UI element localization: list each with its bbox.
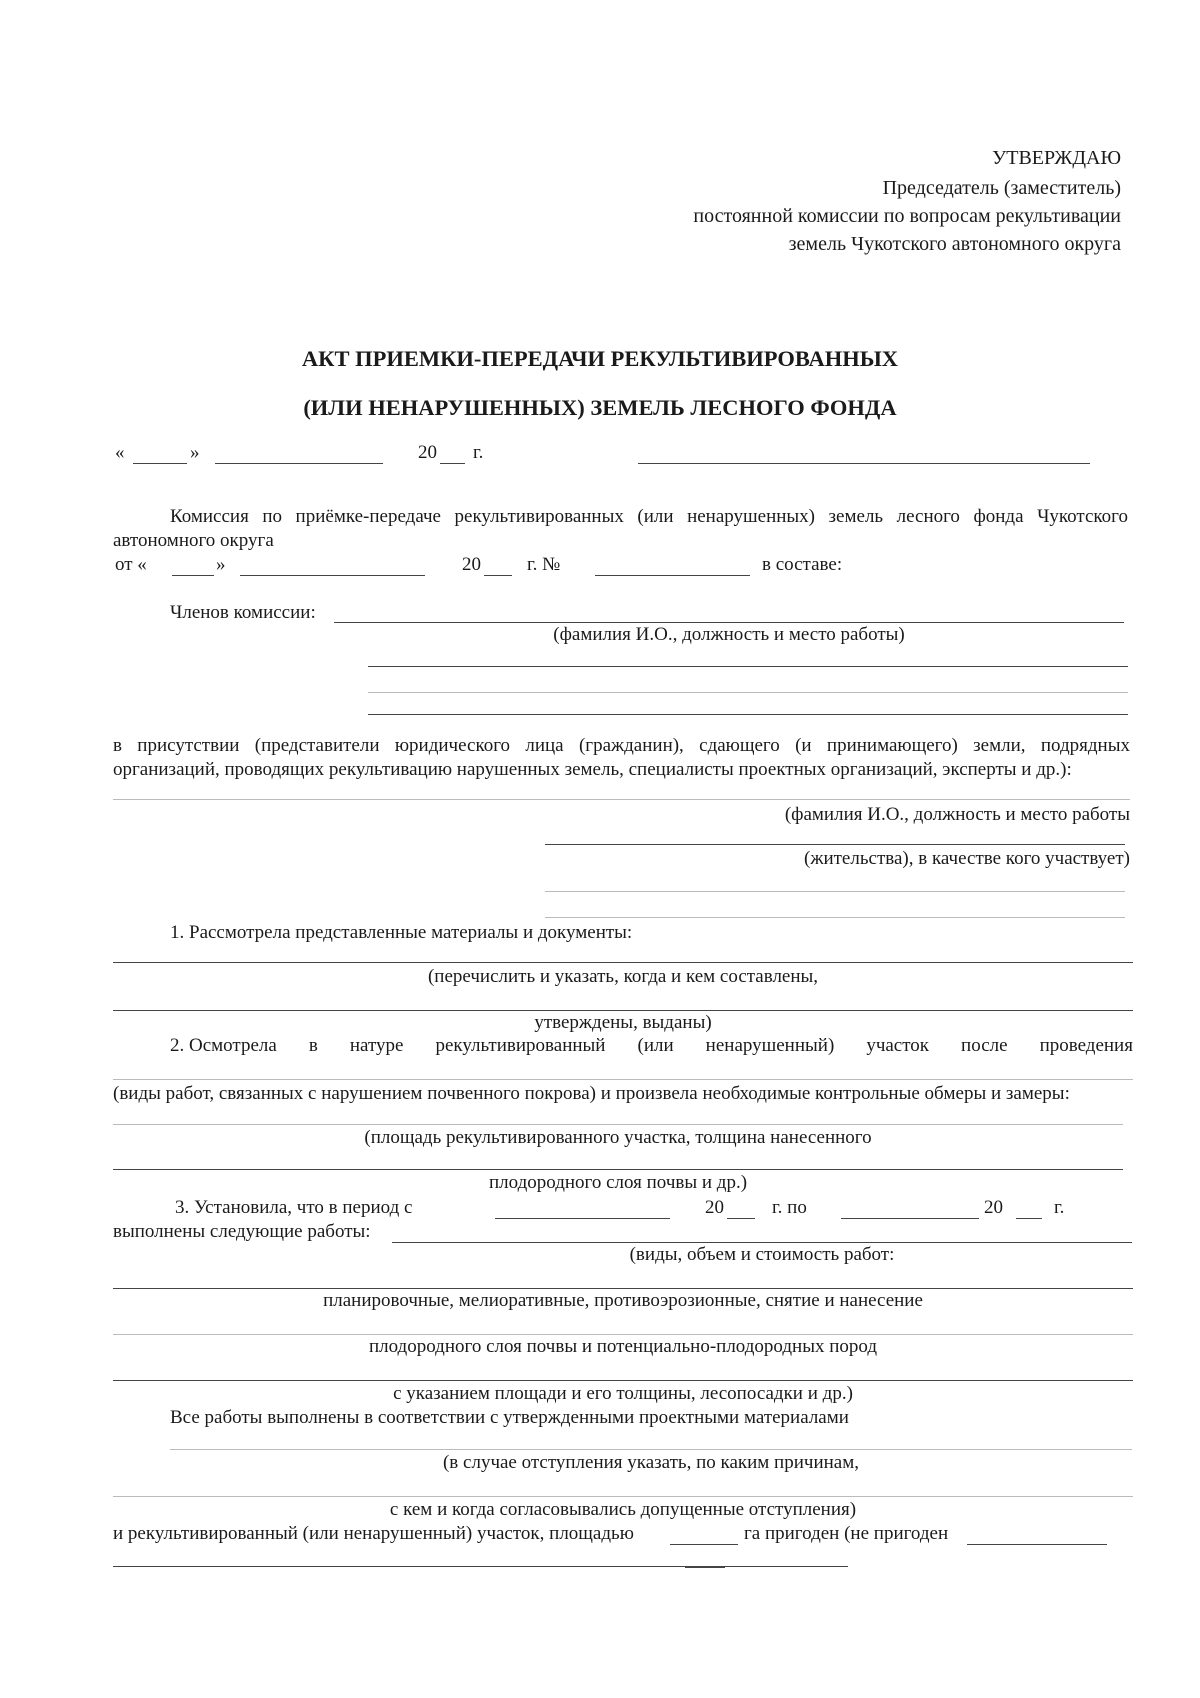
section3-hint-6: с кем и когда согласовывались допущенные отступления) [389, 1499, 857, 1520]
section2-hint-1: (площадь рекультивированного участка, толщина нанесенного [364, 1127, 872, 1148]
date-day-blank[interactable] [133, 463, 187, 464]
commission-composition: в составе: [762, 554, 843, 575]
commission-number-label: г. № [527, 554, 561, 575]
members-blank-2[interactable] [368, 666, 1128, 667]
section1-blank-2[interactable] [113, 1010, 1133, 1011]
section2-line2: (виды работ, связанных с нарушением почвенного покрова) и произвела необходимые контрольные обмеры и замеры: [113, 1083, 1070, 1104]
section2-word: ненарушенный) [705, 1035, 835, 1056]
date-year-suffix: г. [473, 442, 484, 463]
section3-year2-suffix: г. [1054, 1197, 1065, 1218]
document-title-line1: АКТ ПРИЕМКИ-ПЕРЕДАЧИ РЕКУЛЬТИВИРОВАННЫХ [301, 346, 899, 371]
section3-final-prefix: и рекультивированный (или ненарушенный) участок, площадью [113, 1523, 634, 1544]
section3-works-blank[interactable] [392, 1242, 1132, 1243]
section1-blank-1[interactable] [113, 962, 1133, 963]
commission-year-prefix: 20 [462, 554, 481, 575]
section2-word: 2. Осмотрела [170, 1035, 277, 1056]
section3-deviation-blank[interactable] [113, 1496, 1133, 1497]
presence-line2: организаций, проводящих рекультивацию нарушенных земель, специалисты проектных организаций, эксперты и др.): [113, 759, 1072, 780]
presence-blank-2[interactable] [545, 844, 1125, 845]
commission-number-blank[interactable] [595, 575, 750, 576]
section3-year2-prefix: 20 [984, 1197, 1003, 1218]
members-blank-4[interactable] [368, 714, 1128, 715]
presence-blank-1[interactable] [113, 799, 1130, 800]
section1-hint-2: утверждены, выданы) [534, 1012, 712, 1033]
section3-hint-5: (в случае отступления указать, по каким причинам, [442, 1452, 859, 1473]
section2-line1 [170, 1035, 1133, 1057]
date-year-prefix: 20 [418, 442, 437, 463]
section3-hint-3: плодородного слоя почвы и потенциально-плодородных пород [368, 1336, 878, 1357]
section2-blank-3[interactable] [113, 1169, 1123, 1170]
section1-hint-1: (перечислить и указать, когда и кем составлены, [427, 966, 819, 987]
presence-blank-4[interactable] [545, 917, 1125, 918]
section3-from-blank[interactable] [495, 1218, 670, 1219]
section3-final-blank-short[interactable] [685, 1567, 725, 1568]
section3-year2-blank[interactable] [1016, 1218, 1042, 1219]
members-label: Членов комиссии: [170, 602, 316, 623]
section2-word: (или [637, 1035, 674, 1056]
presence-hint-1: (фамилия И.О., должность и место работы [784, 804, 1130, 825]
section3-hint-4: с указанием площади и его толщины, лесопосадки и др.) [393, 1383, 853, 1404]
date-year-blank[interactable] [440, 463, 465, 464]
commission-day-blank[interactable] [172, 575, 214, 576]
section3-blank-3[interactable] [113, 1334, 1133, 1335]
section3-year1-blank[interactable] [727, 1218, 755, 1219]
section3-compliance-blank[interactable] [170, 1449, 1132, 1450]
commission-month-blank[interactable] [240, 575, 425, 576]
section3-works-label: выполнены следующие работы: [113, 1221, 371, 1242]
section1-text: 1. Рассмотрела представленные материалы и документы: [170, 922, 633, 943]
section3-compliance: Все работы выполнены в соответствии с утвержденными проектными материалами [170, 1407, 849, 1428]
section2-word: после [961, 1035, 1008, 1056]
presence-hint-2: (жительства), в качестве кого участвует) [804, 848, 1130, 869]
commission-from: от « [115, 554, 147, 575]
section2-hint-2: плодородного слоя почвы и др.) [488, 1172, 748, 1193]
date-open-quote: « [115, 442, 125, 463]
section3-text: 3. Установила, что в период с [175, 1197, 413, 1218]
commission-year-blank[interactable] [484, 575, 512, 576]
section3-final-blank[interactable] [113, 1566, 848, 1567]
document-title-line2: (ИЛИ НЕНАРУШЕННЫХ) ЗЕМЕЛЬ ЛЕСНОГО ФОНДА [303, 395, 897, 420]
section3-hint-2: планировочные, мелиоративные, противоэрозионные, снятие и нанесение [323, 1290, 923, 1311]
section2-word: в [308, 1035, 318, 1056]
members-blank-3[interactable] [368, 692, 1128, 693]
place-blank[interactable] [638, 463, 1090, 464]
section3-final-suffix: га пригоден (не пригоден [744, 1523, 949, 1544]
approval-position: Председатель (заместитель) [882, 177, 1121, 199]
members-blank-1[interactable] [334, 622, 1124, 623]
date-close-quote: » [190, 442, 200, 463]
presence-blank-3[interactable] [545, 891, 1125, 892]
section2-word: рекультивированный [435, 1035, 606, 1056]
commission-intro-line2: автономного округа [113, 530, 274, 551]
approval-commission: постоянной комиссии по вопросам рекультивации [693, 205, 1121, 227]
section3-blank-4[interactable] [113, 1380, 1133, 1381]
section2-word: участок [866, 1035, 930, 1056]
section2-word: проведения [1039, 1035, 1133, 1056]
section3-to-blank[interactable] [841, 1218, 979, 1219]
commission-intro-line1 [170, 506, 1128, 528]
section3-to: г. по [772, 1197, 807, 1218]
section3-blank-2[interactable] [113, 1288, 1133, 1289]
section2-blank-1[interactable] [113, 1079, 1133, 1080]
section3-hint-1: (виды, объем и стоимость работ: [629, 1244, 895, 1265]
section3-fitness-blank[interactable] [967, 1544, 1107, 1545]
commission-close-quote: » [216, 554, 226, 575]
commission-intro-text: Комиссия по приёмке-передаче рекультивированных (или ненарушенных) земель лесного фонда Чукотского [170, 506, 1128, 527]
presence-line1: в присутствии (представители юридического лица (гражданин), сдающего (и принимающего) земли, подрядных [113, 735, 1130, 756]
members-hint: (фамилия И.О., должность и место работы) [553, 624, 905, 645]
section2-word: натуре [349, 1035, 404, 1056]
approval-title: УТВЕРЖДАЮ [992, 147, 1121, 169]
section3-year1-prefix: 20 [705, 1197, 724, 1218]
date-month-blank[interactable] [215, 463, 383, 464]
approval-region: земель Чукотского автономного округа [788, 233, 1121, 255]
section2-blank-2[interactable] [113, 1124, 1123, 1125]
section3-area-blank[interactable] [670, 1544, 738, 1545]
